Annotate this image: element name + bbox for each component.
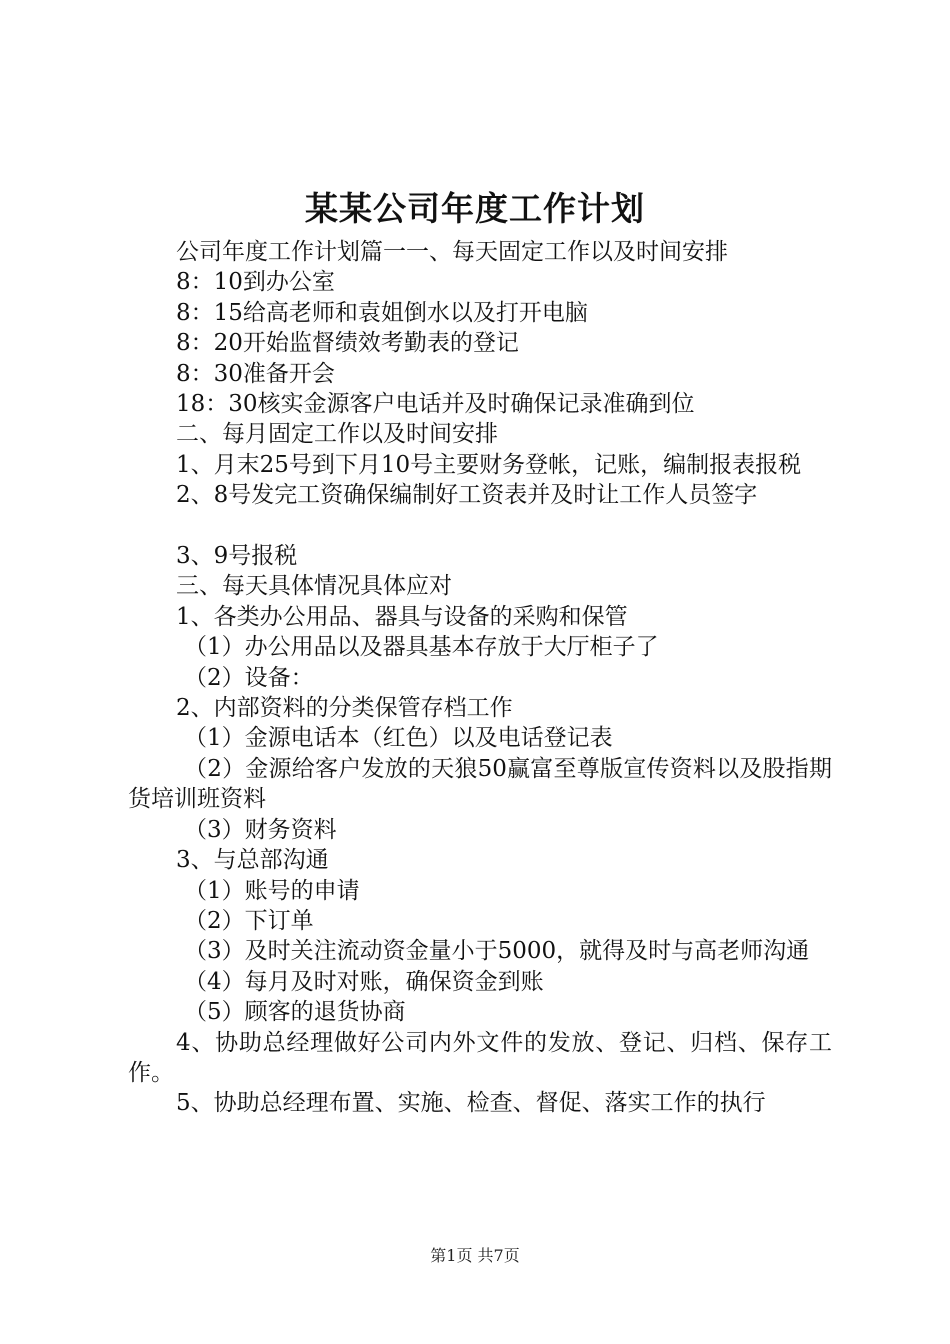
paragraph: （3）财务资料	[184, 816, 337, 843]
page-footer: 第1页 共7页	[430, 1246, 520, 1265]
paragraph: （2）金源给客户发放的天狼50赢富至尊版宣传资料以及股指期货培训班资料	[128, 755, 832, 813]
paragraph: 4、协助总经理做好公司内外文件的发放、登记、归档、保存工作。	[128, 1029, 832, 1086]
paragraph: 8：20开始监督绩效考勤表的登记	[176, 330, 519, 357]
paragraph: 18：30核实金源客户电话并及时确保记录准确到位	[176, 391, 695, 418]
paragraph: 1、月末25号到下月10号主要财务登帐，记账，编制报表报税	[176, 451, 802, 478]
paragraph: 公司年度工作计划篇一一、每天固定工作以及时间安排	[176, 239, 728, 265]
paragraph: 8：30准备开会	[176, 360, 335, 387]
paragraph: 5、协助总经理布置、实施、检查、督促、落实工作的执行	[176, 1090, 766, 1117]
paragraph: （1）金源电话本（红色）以及电话登记表	[184, 725, 613, 752]
paragraph: （4）每月及时对账，确保资金到账	[184, 968, 544, 995]
document-body	[128, 237, 832, 1119]
paragraph: 三、每天具体情况具体应对	[176, 573, 452, 600]
paragraph: 2、内部资料的分类保管存档工作	[176, 695, 513, 722]
paragraph: 二、每月固定工作以及时间安排	[176, 421, 498, 448]
paragraph: （1）账号的申请	[184, 877, 360, 904]
paragraph: 8：10到办公室	[176, 269, 335, 296]
paragraph: 8：15给高老师和袁姐倒水以及打开电脑	[176, 299, 588, 326]
paragraph: （2）设备：	[184, 664, 314, 691]
paragraph: （2）下订单	[184, 907, 314, 934]
blank-line	[128, 511, 832, 541]
paragraph: 1、各类办公用品、器具与设备的采购和保管	[176, 603, 628, 630]
document-title: 某某公司年度工作计划	[305, 189, 645, 228]
paragraph: （5）顾客的退货协商	[184, 999, 406, 1026]
paragraph: （1）办公用品以及器具基本存放于大厅柜子了	[184, 634, 659, 661]
paragraph: （3）及时关注流动资金量小于5000，就得及时与高老师沟通	[184, 938, 810, 965]
paragraph: 2、8号发完工资确保编制好工资表并及时让工作人员签字	[176, 482, 758, 509]
paragraph: 3、与总部沟通	[176, 847, 329, 874]
paragraph: 3、9号报税	[176, 543, 298, 570]
